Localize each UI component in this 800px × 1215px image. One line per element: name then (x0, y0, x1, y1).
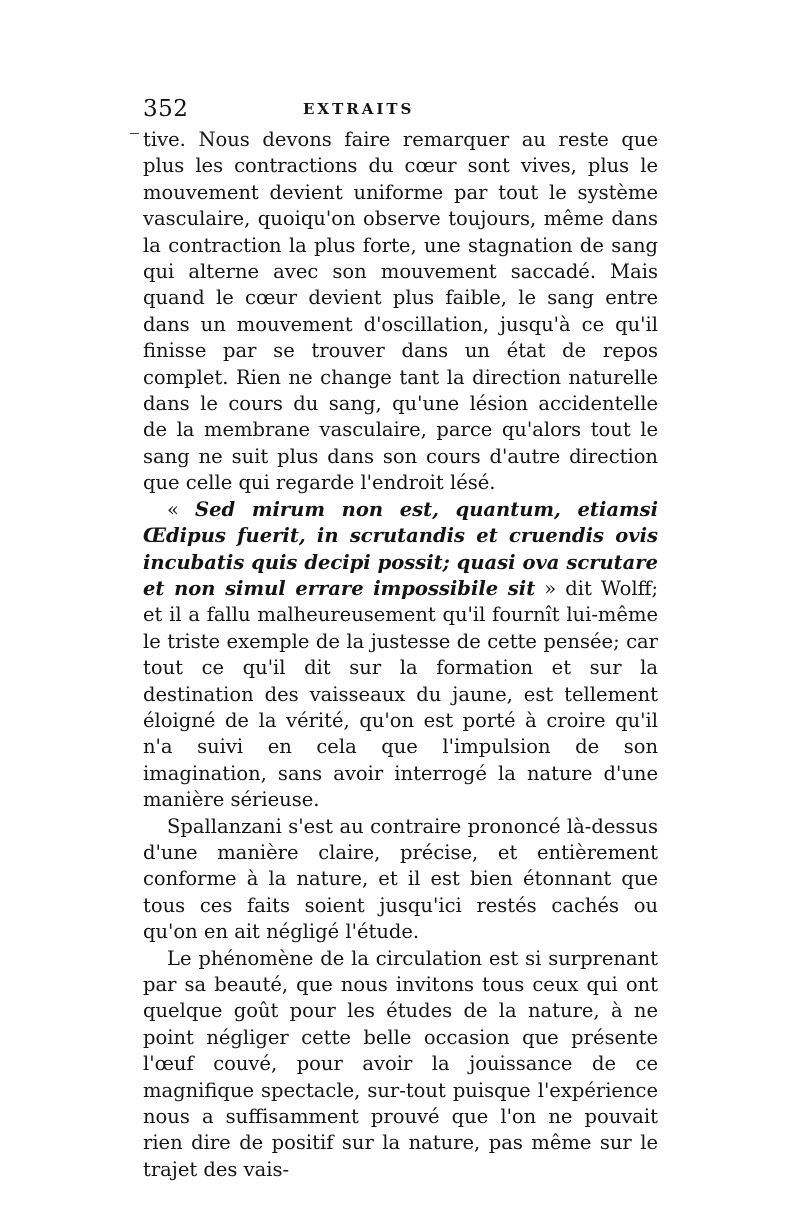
running-title: EXTRAITS (303, 100, 415, 118)
paragraph-4: Le phénomène de la circulation est si surprenant par sa beauté, que nous invitons tous ceux qui ont quelque goût pour les études de la nature, à ne point négliger cette belle occasion que présente l'œuf couvé, pour avoir la jouissance de ce magnifique spectacle, sur-tout puisque l'expérience nous a suffisamment prouvé que l'on ne pouvait rien dire de positif sur la nature, pas même sur le trajet des vais- (143, 946, 658, 1181)
page-header (143, 96, 663, 126)
paragraph-3: Spallanzani s'est au contraire prononcé là-dessus d'une manière claire, précise, et entièrement conforme à la nature, et il est bien étonnant que tous ces faits soient jusqu'ici restés cachés ou qu'on en ait négligé l'étude. (143, 814, 658, 944)
latin-quotation: Sed mirum non est, quantum, etiamsi Œdipus fuerit, in scrutandis et cruendis ovis incubatis quis decipi possit; quasi ova scrutare et non simul errare impossibile sit (143, 497, 658, 600)
quote-open: « (167, 497, 196, 521)
margin-mark (130, 133, 139, 134)
paragraph-2-rest: » dit Wolff; et il a fallu malheureusement qu'il fournît lui-même le triste exemple de la justesse de cette pensée; car tout ce qu'il dit sur la formation et sur la destination des vaisseaux du jaune, est tellement éloigné de la vérité, qu'on est porté à croire qu'il n'a suivi en cela que l'impulsion de son imagination, sans avoir interrogé la nature d'une manière sérieuse. (143, 576, 659, 812)
paragraph-1: tive. Nous devons faire remarquer au reste que plus les contractions du cœur sont vives, plus le mouvement devient uniforme par tout le système vasculaire, quoiqu'on observe toujours, même dans la contraction la plus forte, une stagnation de sang qui alterne avec son mouvement saccadé. Mais quand le cœur devient plus faible, le sang entre dans un mouvement d'oscillation, jusqu'à ce qu'il finisse par se trouver dans un état de repos complet. Rien ne change tant la direction naturelle dans le cours du sang, qu'une lésion accidentelle de la membrane vasculaire, parce qu'alors tout le sang ne suit plus dans son cours d'autre direction que celle qui regarde l'endroit lésé. (143, 128, 658, 495)
body-text (143, 127, 658, 1183)
page-number: 352 (143, 96, 189, 122)
paragraph-2 (143, 497, 658, 814)
